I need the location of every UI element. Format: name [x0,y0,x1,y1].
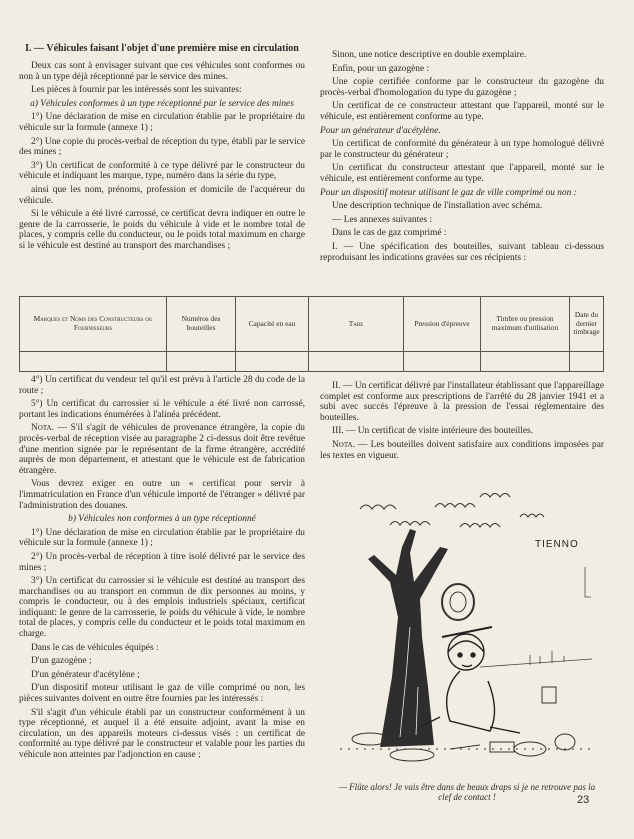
nota-label: Nota. [31,423,54,434]
paragraph: Dans le cas de gaz comprimé : [332,228,447,239]
table-cell [236,352,309,372]
paragraph: Deux cas sont à envisager suivant que ces véhicules sont conformes ou non à un type déjà réceptionné par le service des mines. [19,61,305,82]
paragraph: Vous devrez exiger en outre un « certificat pour servir à l'immatriculation en France d'un véhicule importé de l'étranger » délivré par l'administration des douanes. [19,479,305,511]
table-header: Timbre ou pression maximum d'utilisation [481,297,570,352]
paragraph: 1°) Une déclaration de mise en circulation établie par le propriétaire du véhicule sur la formule (annexe 1) ; [19,527,305,549]
paragraph: — Les annexes suivantes : [332,214,432,225]
right-column-top [320,50,604,266]
subsection-heading: b) Véhicules non conformes à un type réceptionné [68,514,256,525]
subheading: Pour un dispositif moteur utilisant le gaz de ville comprimé ou non : [320,187,577,198]
paragraph: II. — Un certificat délivré par l'installateur établissant que l'appareillage complet est conforme aux prescriptions de l'arrêté du 28 janvier 1941 et a subi avec succès l'épreuve à la pression de l'essai réglementaire des bouteilles. [320,381,604,423]
nota-text: — S'il s'agit de véhicules de provenance étrangère, la copie du procès-verbal de réception visée au paragraphe 2 ci-dessus doit être revêtue d'une mention signée par le représentant de la firme étrangère, accrédité auprès de mon département, et attestant que le véhicule est de fabrication étrangère. [19,423,305,476]
paragraph: D'un dispositif moteur utilisant le gaz de ville comprimé ou non, les pièces suivantes doivent en outre être fournies par les intéressés : [19,683,305,705]
paragraph: 2°) Une copie du procès-verbal de réception du type, établi par le service des mines ; [19,136,305,158]
nota-text: — Les bouteilles doivent satisfaire aux conditions imposées par les textes en vigueur. [320,439,604,461]
subsection-heading: a) Véhicules conformes à un type réceptionné par le service des mines [30,98,294,109]
table-header: Marques et Noms des Constructeurs ou Fournisseurs [20,297,167,352]
paragraph: 1°) Une déclaration de mise en circulation établie par le propriétaire du véhicule sur la formule (annexe 1) ; [19,112,305,133]
table-header: Tare [309,297,404,352]
table-cell [481,352,570,372]
recipients-table [19,296,604,372]
paragraph: 4°) Un certificat du vendeur tel qu'il est prévu à l'article 28 du code de la route ; [19,375,305,396]
illustration-caption: — Flûte alors! Je vais être dans de beaux draps si je ne retrouve pas la clef de contact ! [338,782,596,802]
table-cell [404,352,481,372]
paragraph: Si le véhicule a été livré carrossé, ce certificat devra indiquer en outre le genre de la carrosserie, le poids du véhicule à vide et le nombre total de places, y compris celle du conducteur, ou le poids total maximum en charge si le véhicule est destiné au transport des marchandises ; [19,209,305,251]
page-number: 23 [577,794,590,806]
paragraph: 2°) Un procès-verbal de réception à titre isolé délivré par le service des mines ; [19,551,305,573]
paragraph: Dans le cas de véhicules équipés : [31,642,159,653]
table-cell [309,352,404,372]
section-title: I. — Véhicules faisant l'objet d'une première mise en circulation [25,43,299,54]
paragraph: 3°) Un certificat de conformité à ce type délivré par le constructeur du véhicule et indiquant les marque, type, numéro dans la série du type, [19,160,305,182]
table-header: Pression d'épreuve [404,297,481,352]
paragraph: Un certificat du constructeur attestant que l'appareil, monté sur le véhicule, est entièrement conforme au type. [320,163,604,184]
table-cell [570,352,604,372]
table-cell [167,352,236,372]
nota-paragraph [320,440,604,461]
nota-paragraph [19,423,305,476]
table-header: Numéros des bouteilles [167,297,236,352]
table-header: Capacité en eau [236,297,309,352]
paragraph: D'un gazogène ; [31,656,92,667]
paragraph: Les pièces à fournir par les intéressés sont les suivantes: [31,85,242,96]
right-column-bottom [320,381,604,464]
artist-signature: TIENNO [535,539,579,550]
paragraph: 3°) Un certificat du carrossier si le véhicule est destiné au transport des marchandises ou au transport en commun de dix personnes au moins, y compris le conducteur, ou à des emplois industriels spéciaux, certificat indiquant: le genre de la carrosserie, le poids du véhicule à vide, le nombre total de places, y compris celle du conducteur et le poids total maximum en charge. [19,576,305,640]
paragraph: S'il s'agit d'un véhicule établi par un constructeur conformément à un type réceptionné, et auquel il a été ensuite adjoint, avant la mise en circulation, un des appareils moteurs ci-dessus visés : un certificat de conformité au type délivré par le constructeur et valable pour les parties du véhicule non atteintes par l'adjonction en cause ; [19,707,305,760]
table-cell [20,352,167,372]
paragraph: 5°) Un certificat du carrossier si le véhicule a été livré non carrossé, portant les indications énumérées à l'alinéa précédent. [19,399,305,420]
cartoon-illustration [330,487,602,772]
table-header-row [20,297,604,352]
nota-label: Nota. [332,439,355,450]
paragraph: Une copie certifiée conforme par le constructeur du gazogène du procès-verbal d'homologation du type du gazogène ; [320,77,604,98]
left-column-top [19,43,305,255]
paragraph: Un certificat de conformité du générateur à un type homologué délivré par le constructeur du générateur ; [320,139,604,160]
paragraph: Sinon, une notice descriptive en double exemplaire. [332,50,527,60]
paragraph: I. — Une spécification des bouteilles, suivant tableau ci-dessous reproduisant les indications gravées sur ces récipients : [320,241,604,263]
paragraph: D'un générateur d'acétylène ; [31,669,140,680]
paragraph: Une description technique de l'installation avec schéma. [332,201,543,212]
paragraph: Un certificat de ce constructeur attestant que l'appareil, monté sur le véhicule, est entièrement conforme au type. [320,101,604,122]
table-header: Date du dernier timbrage [570,297,604,352]
left-column-bottom [19,375,305,764]
paragraph: III. — Un certificat de visite intérieure des bouteilles. [332,426,533,437]
subheading: Pour un générateur d'acétylène. [320,125,441,136]
paragraph: Enfin, pour un gazogène : [332,63,430,74]
paragraph: ainsi que les nom, prénoms, profession et domicile de l'acquéreur du véhicule. [19,184,305,206]
table-row [20,352,604,372]
